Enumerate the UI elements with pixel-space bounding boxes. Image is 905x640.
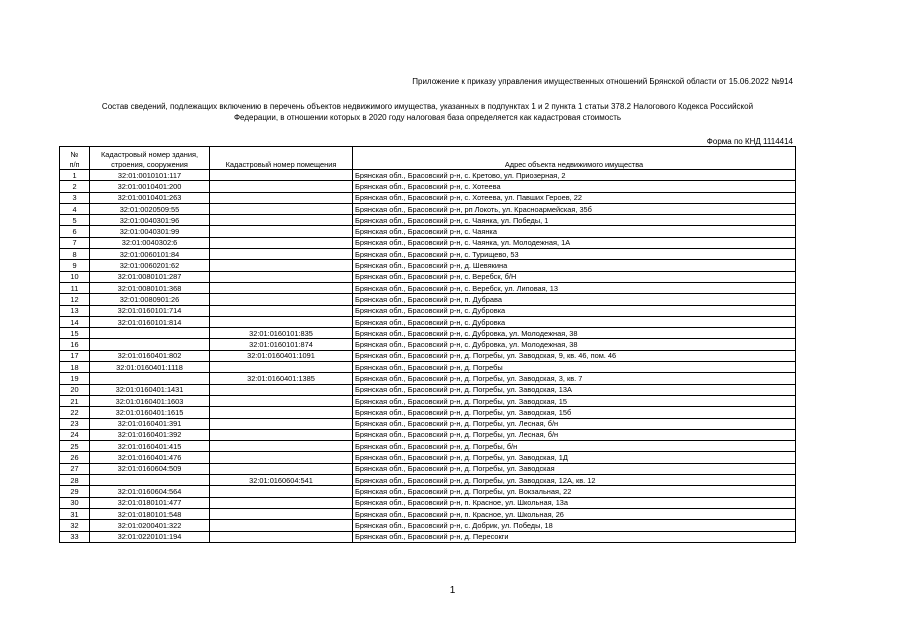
- cell-premises-cadastral: [210, 441, 353, 452]
- cell-premises-cadastral: 32:01:0160604:541: [210, 475, 353, 486]
- cell-premises-cadastral: [210, 418, 353, 429]
- cell-address: Брянская обл., Брасовский р-н, д. Шевякина: [353, 260, 796, 271]
- cell-building-cadastral: 32:01:0080901:26: [90, 294, 210, 305]
- cell-premises-cadastral: [210, 407, 353, 418]
- cell-address: Брянская обл., Брасовский р-н, д. Погребы, ул. Лесная, б/н: [353, 418, 796, 429]
- cell-address: Брянская обл., Брасовский р-н, с. Веребск, б/Н: [353, 271, 796, 282]
- cell-address: Брянская обл., Брасовский р-н, с. Турищево, 53: [353, 249, 796, 260]
- table-row: [60, 226, 796, 237]
- table-row: [60, 282, 796, 293]
- cell-premises-cadastral: [210, 226, 353, 237]
- cell-number: 13: [60, 305, 90, 316]
- cell-number: 5: [60, 215, 90, 226]
- table-row: [60, 192, 796, 203]
- cell-building-cadastral: [90, 475, 210, 486]
- cell-address: Брянская обл., Брасовский р-н, д. Погребы, ул. Заводская, 15: [353, 395, 796, 406]
- cell-premises-cadastral: [210, 463, 353, 474]
- page-number: 1: [449, 585, 456, 596]
- cell-premises-cadastral: [210, 429, 353, 440]
- cell-premises-cadastral: [210, 497, 353, 508]
- cell-building-cadastral: 32:01:0020509:55: [90, 203, 210, 214]
- intro-line-1: Состав сведений, подлежащих включению в перечень объектов недвижимого имущества, указанных в подпунктах 1 и 2 пункта 1 статьи 378.2 Налогового Кодекса Российской: [101, 102, 754, 111]
- cell-premises-cadastral: [210, 362, 353, 373]
- cell-premises-cadastral: [210, 305, 353, 316]
- header-number-line-1: №: [70, 150, 79, 159]
- cell-address: Брянская обл., Брасовский р-н, с. Дубровка, ул. Молодежная, 38: [353, 339, 796, 350]
- cell-building-cadastral: 32:01:0080101:368: [90, 282, 210, 293]
- cell-building-cadastral: 32:01:0040302:6: [90, 237, 210, 248]
- cell-address: Брянская обл., Брасовский р-н, рп Локоть, ул. Красноармейская, 35б: [353, 203, 796, 214]
- table-row: [60, 441, 796, 452]
- cell-building-cadastral: 32:01:0220101:194: [90, 531, 210, 542]
- cell-number: 28: [60, 475, 90, 486]
- header-number: [60, 147, 90, 170]
- cell-number: 23: [60, 418, 90, 429]
- cell-number: 6: [60, 226, 90, 237]
- cell-premises-cadastral: [210, 237, 353, 248]
- cell-premises-cadastral: [210, 215, 353, 226]
- table-row: [60, 215, 796, 226]
- cell-building-cadastral: 32:01:0160401:476: [90, 452, 210, 463]
- intro-line-2: Федерации, в отношении которых в 2020 году налоговая база определяется как кадастровая стоимость: [233, 113, 622, 122]
- table-row: [60, 429, 796, 440]
- cell-number: 14: [60, 316, 90, 327]
- header-number-line-2: п/п: [69, 159, 80, 169]
- cell-premises-cadastral: [210, 181, 353, 192]
- cell-address: Брянская обл., Брасовский р-н, д. Погребы, б/н: [353, 441, 796, 452]
- cell-number: 10: [60, 271, 90, 282]
- table-row: [60, 260, 796, 271]
- cell-building-cadastral: 32:01:0160101:814: [90, 316, 210, 327]
- cell-number: 20: [60, 384, 90, 395]
- cell-address: Брянская обл., Брасовский р-н, с. Хотеева, ул. Павших Героев, 22: [353, 192, 796, 203]
- cell-building-cadastral: 32:01:0040301:96: [90, 215, 210, 226]
- cell-address: Брянская обл., Брасовский р-н, с. Кретово, ул. Приозерная, 2: [353, 170, 796, 181]
- table-row: [60, 475, 796, 486]
- cell-address: Брянская обл., Брасовский р-н, с. Дубровка, ул. Молодежная, 38: [353, 328, 796, 339]
- cell-number: 12: [60, 294, 90, 305]
- cell-address: Брянская обл., Брасовский р-н, д. Погребы, ул. Заводская, 12А, кв. 12: [353, 475, 796, 486]
- table-row: [60, 362, 796, 373]
- cell-address: Брянская обл., Брасовский р-н, с. Чаянка: [353, 226, 796, 237]
- cell-building-cadastral: 32:01:0160401:1615: [90, 407, 210, 418]
- cell-number: 30: [60, 497, 90, 508]
- table-row: [60, 316, 796, 327]
- header-building-cadastral: [90, 147, 210, 170]
- table-row: [60, 373, 796, 384]
- cell-premises-cadastral: [210, 170, 353, 181]
- cell-address: Брянская обл., Брасовский р-н, с. Добрик, ул. Победы, 18: [353, 520, 796, 531]
- cell-premises-cadastral: [210, 531, 353, 542]
- cell-building-cadastral: 32:01:0060101:84: [90, 249, 210, 260]
- cell-number: 26: [60, 452, 90, 463]
- cell-building-cadastral: 32:01:0160401:1118: [90, 362, 210, 373]
- cell-number: 4: [60, 203, 90, 214]
- cell-building-cadastral: [90, 373, 210, 384]
- cell-number: 11: [60, 282, 90, 293]
- cell-address: Брянская обл., Брасовский р-н, д. Погребы, ул. Заводская, 9, кв. 46, пом. 46: [353, 350, 796, 361]
- cell-premises-cadastral: [210, 486, 353, 497]
- cell-building-cadastral: 32:01:0180101:477: [90, 497, 210, 508]
- cell-address: Брянская обл., Брасовский р-н, с. Чаянка, ул. Победы, 1: [353, 215, 796, 226]
- table-row: [60, 531, 796, 542]
- cell-number: 27: [60, 463, 90, 474]
- table-row: [60, 305, 796, 316]
- table-row: [60, 328, 796, 339]
- cell-building-cadastral: [90, 339, 210, 350]
- table-row: [60, 407, 796, 418]
- table-row: [60, 170, 796, 181]
- appendix-note: Приложение к приказу управления имущественных отношений Брянской области от 15.06.2022 №914: [412, 77, 793, 86]
- cell-premises-cadastral: [210, 203, 353, 214]
- table-row: [60, 181, 796, 192]
- header-building-line-1: Кадастровый номер здания,: [100, 150, 199, 159]
- cell-premises-cadastral: [210, 282, 353, 293]
- cell-building-cadastral: 32:01:0060201:62: [90, 260, 210, 271]
- table-row: [60, 452, 796, 463]
- cell-address: Брянская обл., Брасовский р-н, д. Погребы, ул. Заводская, 15б: [353, 407, 796, 418]
- cell-number: 32: [60, 520, 90, 531]
- form-code: Форма по КНД 1114414: [706, 137, 793, 146]
- document-intro: [60, 101, 795, 123]
- cell-number: 18: [60, 362, 90, 373]
- cell-number: 16: [60, 339, 90, 350]
- cell-building-cadastral: 32:01:0010101:117: [90, 170, 210, 181]
- table-row: [60, 395, 796, 406]
- cell-building-cadastral: 32:01:0160401:391: [90, 418, 210, 429]
- cell-address: Брянская обл., Брасовский р-н, с. Веребск, ул. Липовая, 13: [353, 282, 796, 293]
- cell-premises-cadastral: [210, 316, 353, 327]
- cell-address: Брянская обл., Брасовский р-н, с. Дубровка: [353, 305, 796, 316]
- cell-building-cadastral: 32:01:0160101:714: [90, 305, 210, 316]
- table-row: [60, 350, 796, 361]
- cell-building-cadastral: 32:01:0160401:1603: [90, 395, 210, 406]
- cell-number: 15: [60, 328, 90, 339]
- header-premises-cadastral: Кадастровый номер помещения: [210, 147, 353, 170]
- cell-building-cadastral: 32:01:0160401:415: [90, 441, 210, 452]
- cell-address: Брянская обл., Брасовский р-н, с. Чаянка, ул. Молодежная, 1А: [353, 237, 796, 248]
- cell-building-cadastral: 32:01:0080101:287: [90, 271, 210, 282]
- cell-premises-cadastral: [210, 395, 353, 406]
- cell-building-cadastral: 32:01:0160604:564: [90, 486, 210, 497]
- cell-address: Брянская обл., Брасовский р-н, д. Погребы: [353, 362, 796, 373]
- table-row: [60, 203, 796, 214]
- table-header-row: [60, 147, 796, 170]
- cell-premises-cadastral: [210, 249, 353, 260]
- cell-number: 21: [60, 395, 90, 406]
- cell-address: Брянская обл., Брасовский р-н, д. Погребы, ул. Заводская, 3, кв. 7: [353, 373, 796, 384]
- cell-premises-cadastral: 32:01:0160101:835: [210, 328, 353, 339]
- cell-address: Брянская обл., Брасовский р-н, п. Дубрава: [353, 294, 796, 305]
- cell-building-cadastral: 32:01:0180101:548: [90, 508, 210, 519]
- cell-premises-cadastral: 32:01:0160401:1091: [210, 350, 353, 361]
- cell-premises-cadastral: [210, 384, 353, 395]
- cell-address: Брянская обл., Брасовский р-н, с. Дубровка: [353, 316, 796, 327]
- cell-address: Брянская обл., Брасовский р-н, п. Красное, ул. Школьная, 26: [353, 508, 796, 519]
- cell-building-cadastral: [90, 328, 210, 339]
- cell-premises-cadastral: [210, 520, 353, 531]
- cell-number: 2: [60, 181, 90, 192]
- cell-premises-cadastral: [210, 271, 353, 282]
- cell-address: Брянская обл., Брасовский р-н, д. Погребы, ул. Лесная, б/н: [353, 429, 796, 440]
- cell-number: 24: [60, 429, 90, 440]
- cell-address: Брянская обл., Брасовский р-н, д. Пересокги: [353, 531, 796, 542]
- cell-premises-cadastral: [210, 192, 353, 203]
- cell-building-cadastral: 32:01:0160401:392: [90, 429, 210, 440]
- cell-premises-cadastral: [210, 260, 353, 271]
- cell-building-cadastral: 32:01:0160604:509: [90, 463, 210, 474]
- table-row: [60, 497, 796, 508]
- cell-number: 19: [60, 373, 90, 384]
- table-row: [60, 463, 796, 474]
- table-row: [60, 418, 796, 429]
- cell-number: 25: [60, 441, 90, 452]
- cell-premises-cadastral: 32:01:0160401:1385: [210, 373, 353, 384]
- cell-address: Брянская обл., Брасовский р-н, д. Погребы, ул. Заводская, 1Д: [353, 452, 796, 463]
- table-row: [60, 271, 796, 282]
- table-row: [60, 339, 796, 350]
- cell-address: Брянская обл., Брасовский р-н, п. Красное, ул. Школьная, 13а: [353, 497, 796, 508]
- cell-address: Брянская обл., Брасовский р-н, с. Хотеева: [353, 181, 796, 192]
- cell-number: 8: [60, 249, 90, 260]
- cell-building-cadastral: 32:01:0010401:200: [90, 181, 210, 192]
- table-row: [60, 508, 796, 519]
- cell-number: 7: [60, 237, 90, 248]
- table-row: [60, 520, 796, 531]
- table-row: [60, 294, 796, 305]
- cell-building-cadastral: 32:01:0040301:99: [90, 226, 210, 237]
- table-row: [60, 486, 796, 497]
- cell-premises-cadastral: [210, 294, 353, 305]
- cell-number: 17: [60, 350, 90, 361]
- cell-building-cadastral: 32:01:0010401:263: [90, 192, 210, 203]
- cell-number: 3: [60, 192, 90, 203]
- cell-number: 22: [60, 407, 90, 418]
- table-row: [60, 249, 796, 260]
- header-address: Адрес объекта недвижимого имущества: [353, 147, 796, 170]
- cell-number: 1: [60, 170, 90, 181]
- cell-premises-cadastral: [210, 508, 353, 519]
- cell-premises-cadastral: 32:01:0160101:874: [210, 339, 353, 350]
- cell-premises-cadastral: [210, 452, 353, 463]
- header-building-line-2: строения, сооружения: [111, 159, 188, 169]
- cell-address: Брянская обл., Брасовский р-н, д. Погребы, ул. Заводская: [353, 463, 796, 474]
- table-row: [60, 237, 796, 248]
- cell-address: Брянская обл., Брасовский р-н, д. Погребы, ул. Вокзальная, 22: [353, 486, 796, 497]
- cell-number: 33: [60, 531, 90, 542]
- cell-building-cadastral: 32:01:0160401:802: [90, 350, 210, 361]
- property-table: [59, 146, 796, 543]
- cell-address: Брянская обл., Брасовский р-н, д. Погребы, ул. Заводская, 13А: [353, 384, 796, 395]
- cell-number: 9: [60, 260, 90, 271]
- cell-number: 29: [60, 486, 90, 497]
- table-row: [60, 384, 796, 395]
- cell-building-cadastral: 32:01:0160401:1431: [90, 384, 210, 395]
- cell-number: 31: [60, 508, 90, 519]
- cell-building-cadastral: 32:01:0200401:322: [90, 520, 210, 531]
